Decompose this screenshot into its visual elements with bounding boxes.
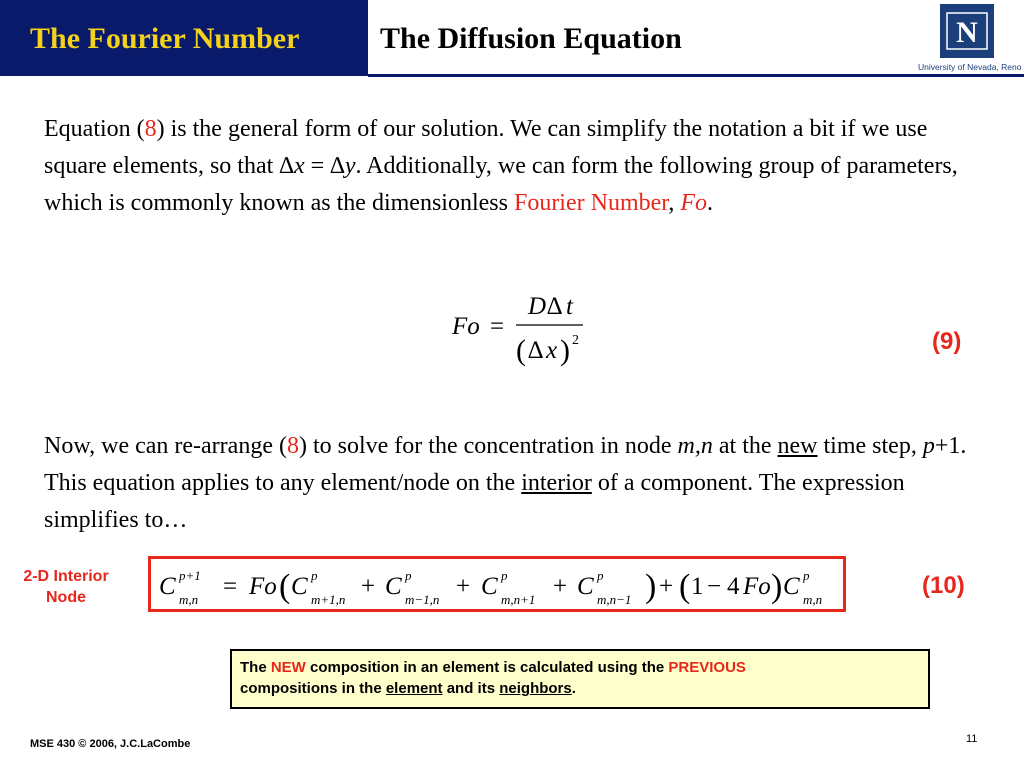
svg-text:Fo: Fo [743,573,771,600]
intro-paragraph: Equation (8) is the general form of our solution. We can simplify the notation a bit if we use square elements, so that ∆x = ∆y. Additionally, we can form the following group of parameters, which is commonly known as the dimensionless Fourier Number, Fo. [44,116,958,216]
equation-ref-8: 8 [144,116,157,142]
svg-text:=: = [223,573,238,600]
svg-text:+: + [361,573,376,600]
svg-text:x: x [546,337,558,364]
svg-text:p: p [803,568,810,583]
svg-text:+: + [553,573,568,600]
svg-text:(: ( [279,568,291,605]
svg-text:C: C [577,573,594,600]
svg-text:m−1,n: m−1,n [405,592,440,607]
svg-text:): ) [771,568,783,605]
svg-text:m,n+1: m,n+1 [501,592,536,607]
svg-text:−: − [707,573,722,600]
equation-ref-8-second: 8 [286,433,299,459]
svg-text:+: + [659,573,674,600]
equation-10-box [148,556,846,612]
svg-text:C: C [385,573,402,600]
svg-text:): ) [645,568,657,605]
logo-letter: N [956,16,978,49]
interior-node-label: 2-D Interior Node [23,568,109,606]
slide-title: The Diffusion Equation [380,22,682,55]
svg-text:t: t [566,293,573,320]
svg-text:p: p [501,568,508,583]
svg-text:D: D [528,293,547,320]
svg-text:=: = [490,313,505,340]
fo-symbol: Fo [680,190,707,216]
svg-text:C: C [783,573,800,600]
svg-text:p+1: p+1 [179,568,201,583]
svg-text:2: 2 [572,333,579,348]
svg-text:(: ( [516,334,526,367]
svg-text:+: + [456,573,471,600]
svg-text:m,n: m,n [803,592,823,607]
svg-text:1: 1 [691,573,704,600]
svg-text:p: p [597,568,604,583]
header-divider [368,74,1024,77]
equation-10 [151,559,843,609]
svg-text:∆: ∆ [547,293,563,320]
svg-text:m,n: m,n [179,592,199,607]
university-logo-icon [940,4,994,58]
svg-text:Fo: Fo [249,573,277,600]
equation-number-10: (10) [922,572,965,599]
svg-text:C: C [481,573,498,600]
svg-text:p: p [311,568,318,583]
logo-mark [945,11,989,51]
svg-text:p: p [405,568,412,583]
equation-number-9: (9) [932,328,962,355]
fourier-number-term: Fourier Number [513,190,669,216]
svg-text:(: ( [679,568,691,605]
svg-text:): ) [560,334,570,367]
svg-text:4: 4 [727,573,740,600]
svg-text:m+1,n: m+1,n [311,592,346,607]
svg-text:Fo: Fo [452,313,480,340]
section-title: The Fourier Number [30,22,300,55]
svg-text:C: C [159,573,176,600]
svg-text:∆: ∆ [528,337,544,364]
svg-text:m,n−1: m,n−1 [597,592,632,607]
svg-text:C: C [291,573,308,600]
footer-credit: MSE 430 © 2006, J.C.LaCombe [30,738,191,750]
logo-caption: University of Nevada, Reno [918,62,1022,72]
note-previous: PREVIOUS [668,659,746,676]
section-title-bar [0,0,368,76]
rearrange-paragraph: Now, we can re-arrange (8) to solve for the concentration in node m,n at the new time step, p+1. This equation applies to any element/node on the interior of a component. The expression simplifies to… [44,433,967,533]
note-new: NEW [270,659,306,676]
note-box: The NEW composition in an element is calculated using the PREVIOUS compositions in the element and its neighbors. [230,649,930,709]
equation-9 [440,288,600,376]
page-number: 11 [966,733,978,745]
